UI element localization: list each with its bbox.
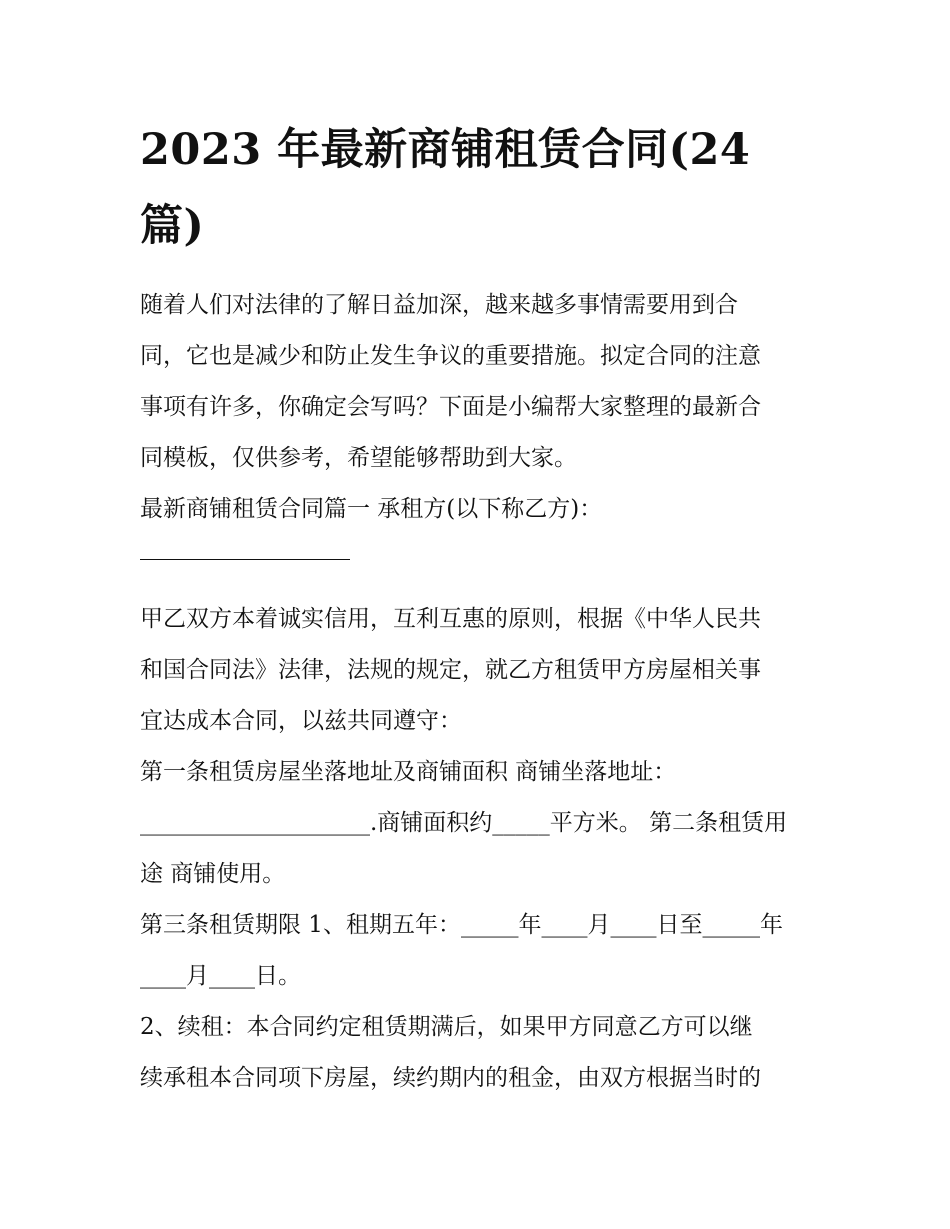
title-line-1: 2023 年最新商铺租赁合同(24	[140, 125, 751, 175]
paragraph-line: 和国合同法》法律，法规的规定，就乙方租赁甲方房屋相关事	[140, 657, 761, 683]
paragraph-line: 宜达成本合同，以兹共同遵守：	[140, 708, 462, 734]
document-title	[140, 112, 820, 264]
paragraph-line: 同模板，仅供参考，希望能够帮助到大家。	[140, 445, 577, 471]
clause-line: 第一条租赁房屋坐落地址及商铺面积 商铺坐落地址：	[140, 759, 677, 785]
paragraph-line: 事项有许多，你确定会写吗？下面是小编帮大家整理的最新合	[140, 394, 761, 420]
paragraph-line: 随着人们对法律的了解日益加深，越来越多事情需要用到合	[140, 292, 738, 318]
document-body	[140, 280, 830, 1104]
section-heading-line: 最新商铺租赁合同篇一 承租方(以下称乙方)：	[140, 496, 603, 522]
paragraph-line: 同，它也是减少和防止发生争议的重要措施。拟定合同的注意	[140, 343, 761, 369]
clause-line: 2、续租：本合同约定租赁期满后，如果甲方同意乙方可以继	[140, 1014, 753, 1040]
paragraph-line: 甲乙双方本着诚实信用，互利互惠的原则，根据《中华人民共	[140, 606, 761, 632]
clause-line: ____________________.商铺面积约_____平方米。 第二条租赁用	[140, 810, 788, 836]
clause-line: 第三条租赁期限 1、租期五年：_____年____月____日至_____年	[140, 912, 783, 938]
title-line-2: 篇)	[140, 201, 205, 251]
clause-line: 途 商铺使用。	[140, 861, 286, 887]
clause-line: 续承租本合同项下房屋，续约期内的租金，由双方根据当时的	[140, 1065, 761, 1091]
blank-fill-line	[140, 535, 830, 586]
clause-line: ____月____日。	[140, 963, 301, 989]
